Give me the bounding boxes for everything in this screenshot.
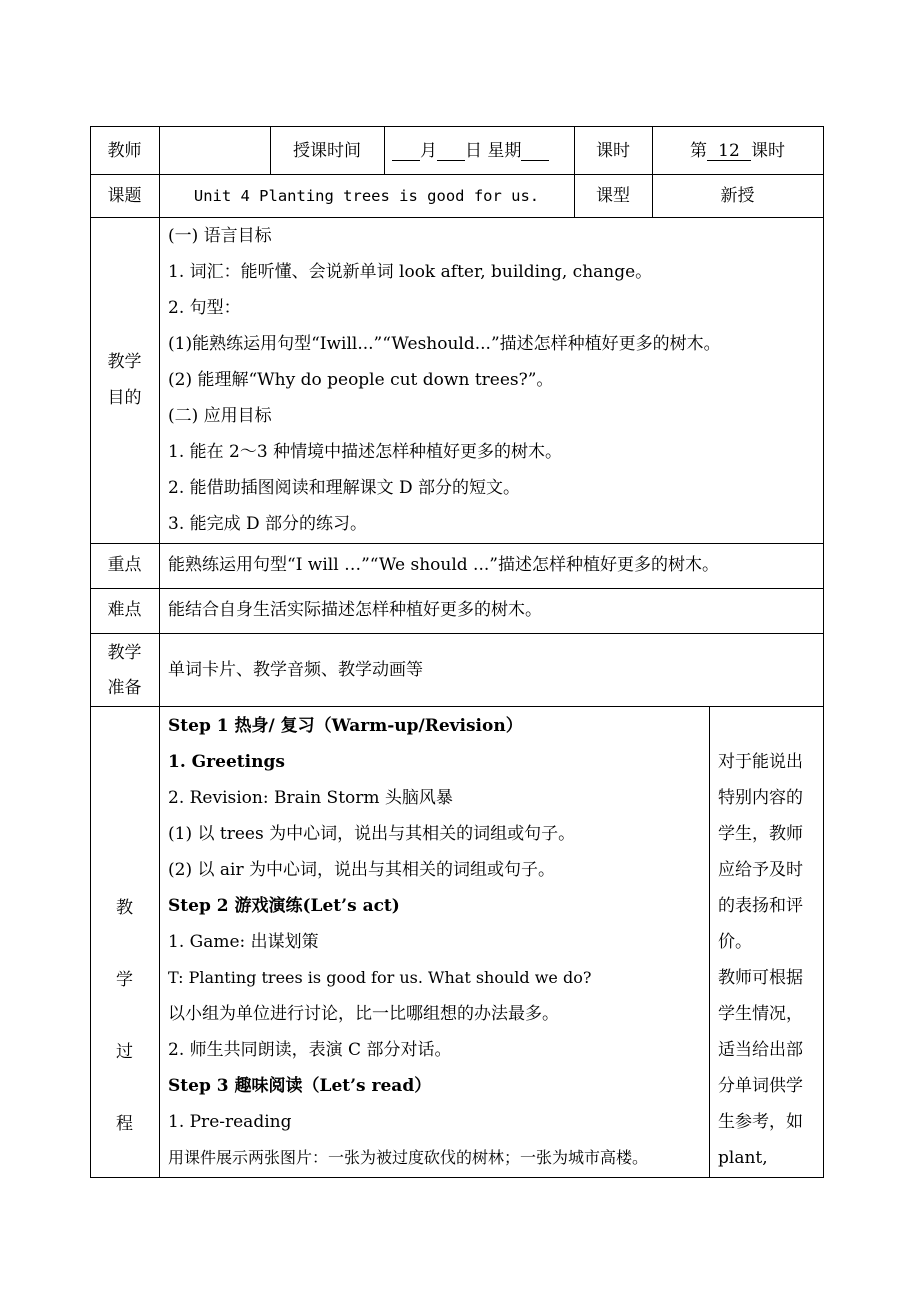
weekday-label: 星期 — [487, 141, 522, 161]
process-note-line: 生参考，如 — [718, 1112, 803, 1132]
process-line: T: Planting trees is good for us. What should we do? — [168, 968, 592, 987]
process-note-line: 价。 — [718, 932, 752, 952]
process-note-line: 分单词供学 — [718, 1076, 803, 1096]
table-rule — [90, 588, 824, 589]
process-line: 2. Revision: Brain Storm 头脑风暴 — [168, 788, 453, 808]
key-point-value: 能熟练运用句型“I will …”“We should ...”描述怎样种植好更多的树木。 — [168, 555, 719, 575]
process-step-heading: Step 1 热身/ 复习（Warm-up/Revision） — [168, 716, 523, 736]
process-label-char: 教 — [116, 898, 133, 918]
process-line: 2. 师生共同朗读，表演 C 部分对话。 — [168, 1040, 452, 1060]
table-rule-vertical — [709, 706, 710, 1177]
objective-line: 2. 能借助插图阅读和理解课文 D 部分的短文。 — [168, 478, 521, 498]
process-line: 1. Greetings — [168, 752, 285, 772]
table-border-bottom — [90, 1177, 824, 1178]
preparation-label-line1: 教学 — [107, 643, 142, 663]
objective-line: (二) 应用目标 — [168, 406, 272, 426]
day-blank — [437, 142, 465, 161]
objective-line: 1. 能在 2～3 种情境中描述怎样种植好更多的树木。 — [168, 442, 563, 462]
table-border-top — [90, 126, 824, 127]
objective-line: 1. 词汇：能听懂、会说新单词 look after, building, change。 — [168, 262, 653, 282]
objectives-label-line2: 目的 — [107, 388, 142, 408]
table-rule — [90, 217, 824, 218]
table-rule — [90, 543, 824, 544]
process-note-line: 应给予及时 — [718, 860, 803, 880]
table-rule — [90, 174, 824, 175]
month-label: 月 — [420, 141, 437, 161]
table-rule-vertical — [159, 126, 160, 1178]
period-prefix: 第 — [690, 141, 707, 161]
time-label: 授课时间 — [293, 141, 361, 161]
table-rule-vertical — [384, 126, 385, 174]
month-blank — [392, 142, 420, 161]
objective-line: (一) 语言目标 — [168, 226, 272, 246]
process-line: 1. Pre-reading — [168, 1112, 292, 1132]
lesson-type-value: 新授 — [720, 186, 755, 206]
table-rule — [90, 706, 824, 707]
teacher-label: 教师 — [107, 141, 142, 161]
objective-line: (1)能熟练运用句型“Iwill...”“Weshould...”描述怎样种植好更多的树木。 — [168, 334, 721, 354]
process-note-line: 适当给出部 — [718, 1040, 803, 1060]
period-label: 课时 — [596, 141, 630, 161]
objective-line: 2. 句型： — [168, 298, 241, 318]
objective-line: (2) 能理解“Why do people cut down trees?”。 — [168, 370, 554, 390]
lesson-type-label: 课型 — [596, 186, 630, 206]
process-label-char: 过 — [116, 1042, 133, 1062]
objectives-label-line1: 教学 — [107, 352, 142, 372]
table-rule — [90, 633, 824, 634]
process-label-char: 学 — [116, 970, 133, 990]
process-line: 以小组为单位进行讨论，比一比哪组想的办法最多。 — [168, 1004, 559, 1024]
process-note-line: 教师可根据 — [718, 968, 803, 988]
key-point-label: 重点 — [107, 555, 142, 575]
process-step-heading: Step 2 游戏演练(Let’s act) — [168, 896, 400, 916]
date-field — [392, 140, 549, 162]
process-note-line: 学生情况， — [718, 1004, 803, 1024]
difficulty-label: 难点 — [107, 600, 142, 620]
process-note-line: 特别内容的 — [718, 788, 803, 808]
process-note-line: plant, — [718, 1148, 768, 1168]
period-number: 12 — [707, 142, 751, 161]
difficulty-value: 能结合自身生活实际描述怎样种植好更多的树木。 — [168, 600, 542, 620]
process-line: (1) 以 trees 为中心词，说出与其相关的词组或句子。 — [168, 824, 576, 844]
process-note-line: 的表扬和评 — [718, 896, 803, 916]
process-note-line: 学生，教师 — [718, 824, 803, 844]
period-field — [652, 140, 823, 162]
process-note-line: 对于能说出 — [718, 752, 803, 772]
objective-line: 3. 能完成 D 部分的练习。 — [168, 514, 368, 534]
weekday-blank — [521, 142, 549, 161]
process-line: 用课件展示两张图片：一张为被过度砍伐的树林；一张为城市高楼。 — [168, 1148, 649, 1167]
day-label: 日 — [465, 141, 482, 161]
preparation-label-line2: 准备 — [107, 678, 142, 698]
process-label-char: 程 — [116, 1114, 133, 1134]
process-line: 1. Game: 出谋划策 — [168, 932, 319, 952]
table-border-right — [823, 126, 824, 1178]
preparation-value: 单词卡片、教学音频、教学动画等 — [168, 660, 423, 680]
topic-value: Unit 4 Planting trees is good for us. — [193, 187, 540, 205]
topic-label: 课题 — [107, 186, 142, 206]
process-line: (2) 以 air 为中心词，说出与其相关的词组或句子。 — [168, 860, 555, 880]
period-suffix: 课时 — [751, 141, 785, 161]
process-step-heading: Step 3 趣味阅读（Let’s read） — [168, 1076, 432, 1096]
